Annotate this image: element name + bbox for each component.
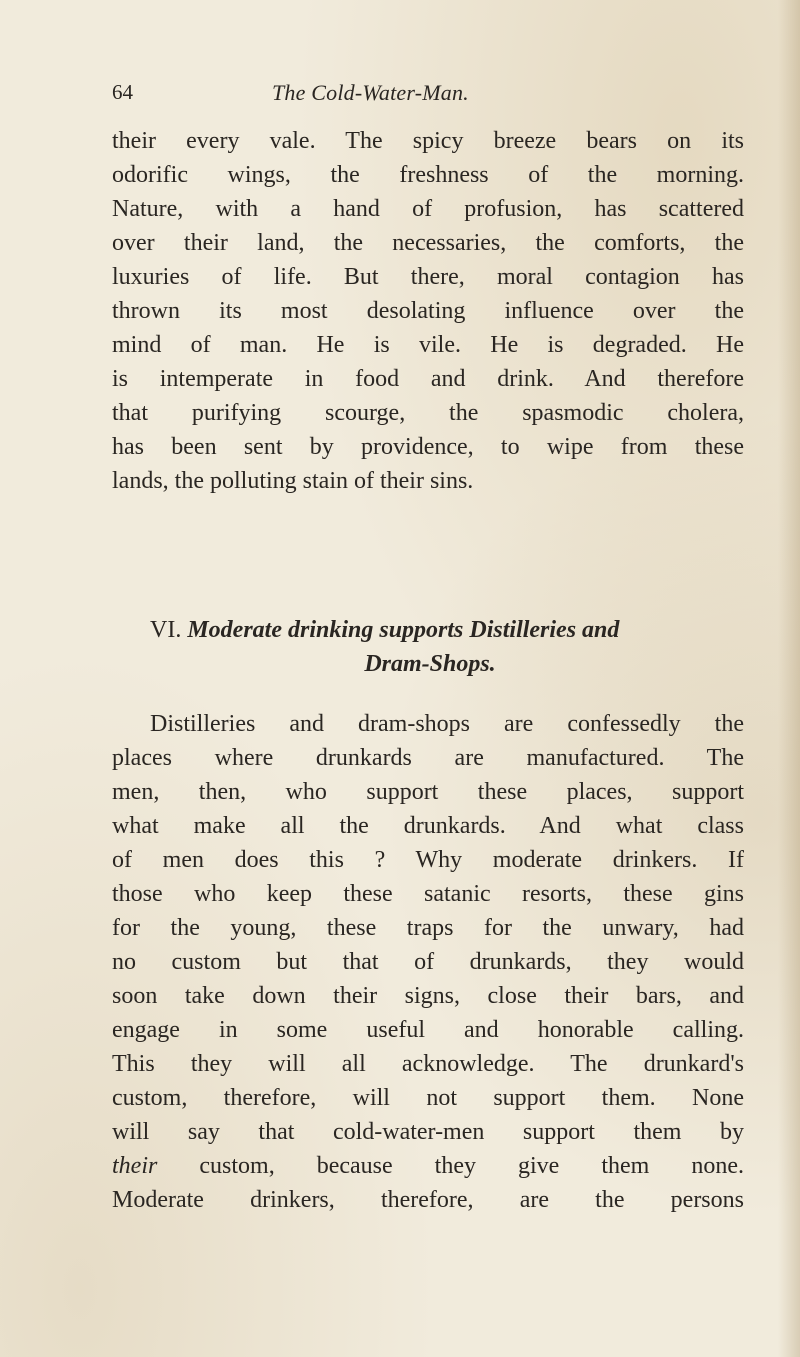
paragraph-1 bbox=[112, 124, 744, 498]
text-line: that purifying scourge, the spasmodic cholera, bbox=[112, 400, 744, 426]
text-line: over their land, the necessaries, the comforts, the bbox=[112, 230, 744, 256]
text-line: what make all the drunkards. And what class bbox=[112, 813, 744, 839]
section-heading bbox=[150, 613, 710, 681]
section-heading-line-2: Dram-Shops. bbox=[364, 651, 496, 677]
text-line: odorific wings, the freshness of the morning. bbox=[112, 162, 744, 188]
text-line: those who keep these satanic resorts, these gins bbox=[112, 881, 744, 907]
section-title-part-1: Moderate drinking supports Distilleries and bbox=[187, 617, 620, 643]
text-line: Nature, with a hand of profusion, has scattered bbox=[112, 196, 744, 222]
running-title: The Cold-Water-Man. bbox=[272, 80, 469, 105]
text-line-with-emphasis bbox=[112, 1149, 744, 1183]
text-line: for the young, these traps for the unwary, had bbox=[112, 915, 744, 941]
text-line: has been sent by providence, to wipe from these bbox=[112, 434, 744, 460]
text-line: soon take down their signs, close their bars, and bbox=[112, 983, 744, 1009]
text-line: is intemperate in food and drink. And therefore bbox=[112, 366, 744, 392]
text-line: Moderate drinkers, therefore, are the persons bbox=[112, 1187, 744, 1213]
text-line: luxuries of life. But there, moral contagion has bbox=[112, 264, 744, 290]
text-line: places where drunkards are manufactured. The bbox=[112, 745, 744, 771]
text-line: of men does this ? Why moderate drinkers. If bbox=[112, 847, 744, 873]
section-heading-line-1 bbox=[150, 613, 710, 647]
text-line: This they will all acknowledge. The drunkard's bbox=[112, 1051, 744, 1077]
page-edge-shadow bbox=[778, 0, 800, 1357]
running-head bbox=[112, 80, 712, 110]
text-line: men, then, who support these places, support bbox=[112, 779, 744, 805]
text-line: Distilleries and dram-shops are confessedly the bbox=[150, 711, 744, 737]
text-line: engage in some useful and honorable calling. bbox=[112, 1017, 744, 1043]
text-line: mind of man. He is vile. He is degraded. He bbox=[112, 332, 744, 358]
text-line-rest: custom, because they give them none. bbox=[199, 1153, 745, 1179]
text-line: will say that cold-water-men support them by bbox=[112, 1119, 744, 1145]
text-line: no custom but that of drunkards, they would bbox=[112, 949, 744, 975]
text-line: custom, therefore, will not support them. None bbox=[112, 1085, 744, 1111]
page-number: 64 bbox=[112, 80, 133, 104]
section-number: VI. bbox=[150, 617, 182, 643]
emphasis-word: their bbox=[112, 1153, 158, 1179]
paragraph-2 bbox=[112, 707, 744, 1217]
text-line: lands, the polluting stain of their sins. bbox=[112, 468, 474, 494]
text-line: thrown its most desolating influence over the bbox=[112, 298, 744, 324]
text-line: their every vale. The spicy breeze bears on its bbox=[112, 128, 744, 154]
